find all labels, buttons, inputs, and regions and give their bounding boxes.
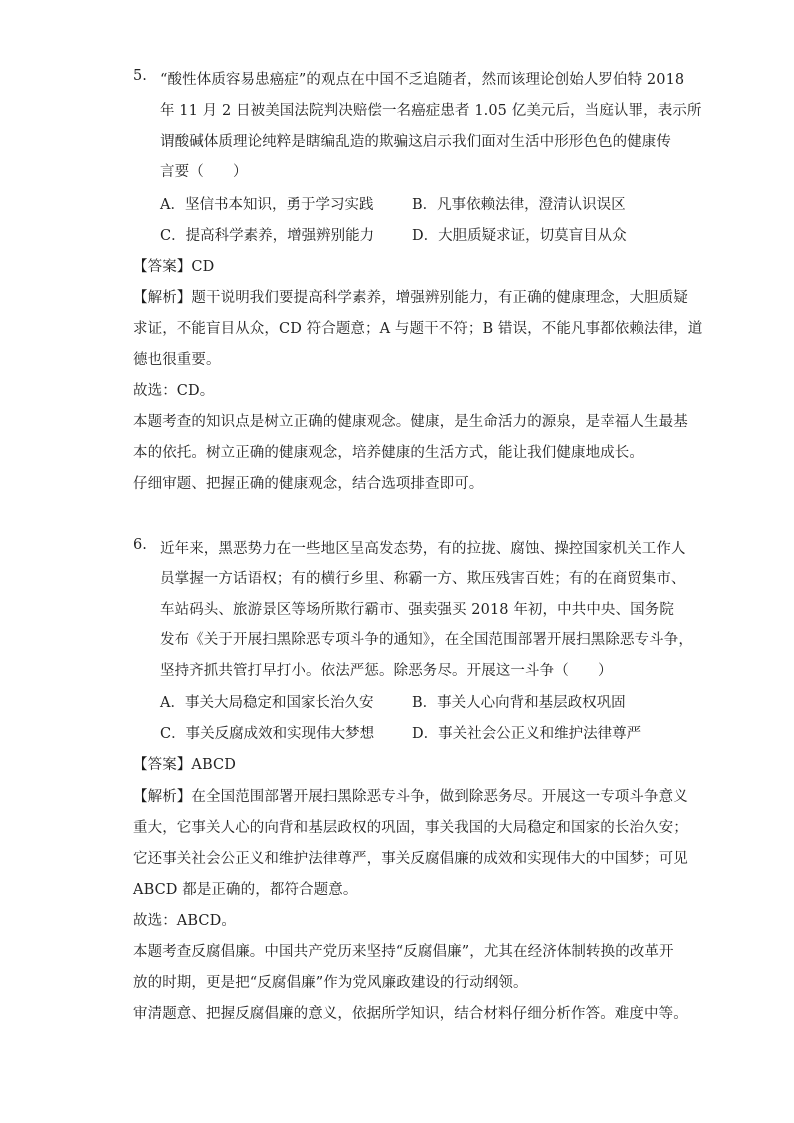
answer-tag: 【答案】 [133, 757, 192, 773]
question-6-option-a: A．事关大局稳定和国家长治久安 [160, 695, 374, 711]
question-6-option-d: D．事关社会公正义和维护法律尊严 [412, 726, 642, 742]
question-6-stem-line-3: 车站码头、旅游景区等场所欺行霸市、强卖强买 2018 年初，中共中央、国务院 [160, 602, 674, 618]
answer-value: CD [191, 259, 215, 275]
question-6-option-c: C．事关反腐成效和实现伟大梦想 [160, 726, 375, 742]
question-6-option-b: B．事关人心向背和基层政权巩固 [412, 695, 626, 711]
question-5-note-line-3: 仔细审题、把握正确的健康观念，结合选项排查即可。 [133, 476, 484, 492]
question-6-analysis-line-1 [133, 785, 688, 806]
question-5-stem-line-4: 言要（ ） [160, 164, 248, 180]
question-5-note-line-2: 本的依托。树立正确的健康观念，培养健康的生活方式，能让我们健康地成长。 [133, 445, 644, 461]
question-6-stem-line-4: 发布《关于开展扫黑除恶专项斗争的通知》，在全国范围部署开展扫黑除恶专斗争， [160, 632, 693, 648]
question-5-choose: 故选：CD。 [133, 383, 215, 399]
question-5-option-b: B．凡事依赖法律，澄清认识误区 [412, 197, 626, 213]
question-6-note-line-2: 放的时期，更是把“反腐倡廉”作为党风廉政建设的行动纲领。 [133, 975, 528, 991]
question-5-number: 5. [133, 68, 147, 84]
question-5-stem-line-1: “酸性体质容易患癌症”的观点在中国不乏追随者，然而该理论创始人罗伯特 2018 [160, 72, 685, 88]
question-5-note-line-1: 本题考查的知识点是树立正确的健康观念。健康，是生命活力的源泉，是幸福人生最基 [133, 414, 688, 430]
question-6-stem-line-2: 员掌握一方话语权；有的横行乡里、称霸一方、欺压残害百姓；有的在商贸集市、 [160, 571, 686, 587]
question-6-analysis-line-4: ABCD 都是正确的，都符合题意。 [133, 882, 358, 898]
question-5-option-c: C．提高科学素养，增强辨别能力 [160, 228, 375, 244]
question-6-number: 6. [133, 537, 147, 553]
question-5-analysis-line-3: 德也很重要。 [133, 352, 221, 368]
answer-tag: 【答案】 [133, 259, 192, 275]
question-6-note-line-1: 本题考查反腐倡廉。中国共产党历来坚持“反腐倡廉”，尤其在经济体制转换的改革开 [133, 944, 674, 960]
question-5-analysis-line-1 [133, 286, 688, 307]
question-5-option-a: A．坚信书本知识，勇于学习实践 [160, 197, 374, 213]
question-5-stem-line-3: 谓酸碱体质理论纯粹是瞎编乱造的欺骗这启示我们面对生活中形形色色的健康传 [160, 134, 671, 150]
question-5-answer [133, 255, 214, 276]
answer-value: ABCD [191, 757, 236, 773]
question-5-stem-line-2: 年 11 月 2 日被美国法院判决赔偿一名癌症患者 1.05 亿美元后，当庭认罪，表示所 [160, 103, 702, 119]
question-6-choose: 故选：ABCD。 [133, 913, 236, 929]
question-6-stem-line-5: 坚持齐抓共管打早打小。依法严惩。除恶务尽。开展这一斗争（ ） [160, 663, 613, 679]
analysis-text: 题干说明我们要提高科学素养，增强辨别能力，有正确的健康理念，大胆质疑 [191, 290, 688, 306]
analysis-text: 在全国范围部署开展扫黑除恶专斗争，做到除恶务尽。开展这一专项斗争意义 [191, 789, 688, 805]
question-5-analysis-line-2: 求证，不能盲目从众，CD 符合题意；A 与题干不符；B 错误，不能凡事都依赖法律，道 [133, 321, 703, 337]
question-6-stem-line-1: 近年来，黑恶势力在一些地区呈高发态势，有的拉拢、腐蚀、操控国家机关工作人 [160, 541, 686, 557]
question-6-analysis-line-3: 它还事关社会公正义和维护法律尊严，事关反腐倡廉的成效和实现伟大的中国梦；可见 [133, 851, 688, 867]
question-5-option-d: D．大胆质疑求证，切莫盲目从众 [412, 228, 627, 244]
question-6-answer [133, 753, 236, 774]
analysis-tag: 【解析】 [133, 290, 192, 306]
question-6-note-line-3: 审清题意、把握反腐倡廉的意义，依据所学知识，结合材料仔细分析作答。难度中等。 [133, 1006, 688, 1022]
analysis-tag: 【解析】 [133, 789, 192, 805]
question-6-analysis-line-2: 重大，它事关人心的向背和基层政权的巩固，事关我国的大局稳定和国家的长治久安； [133, 820, 688, 836]
